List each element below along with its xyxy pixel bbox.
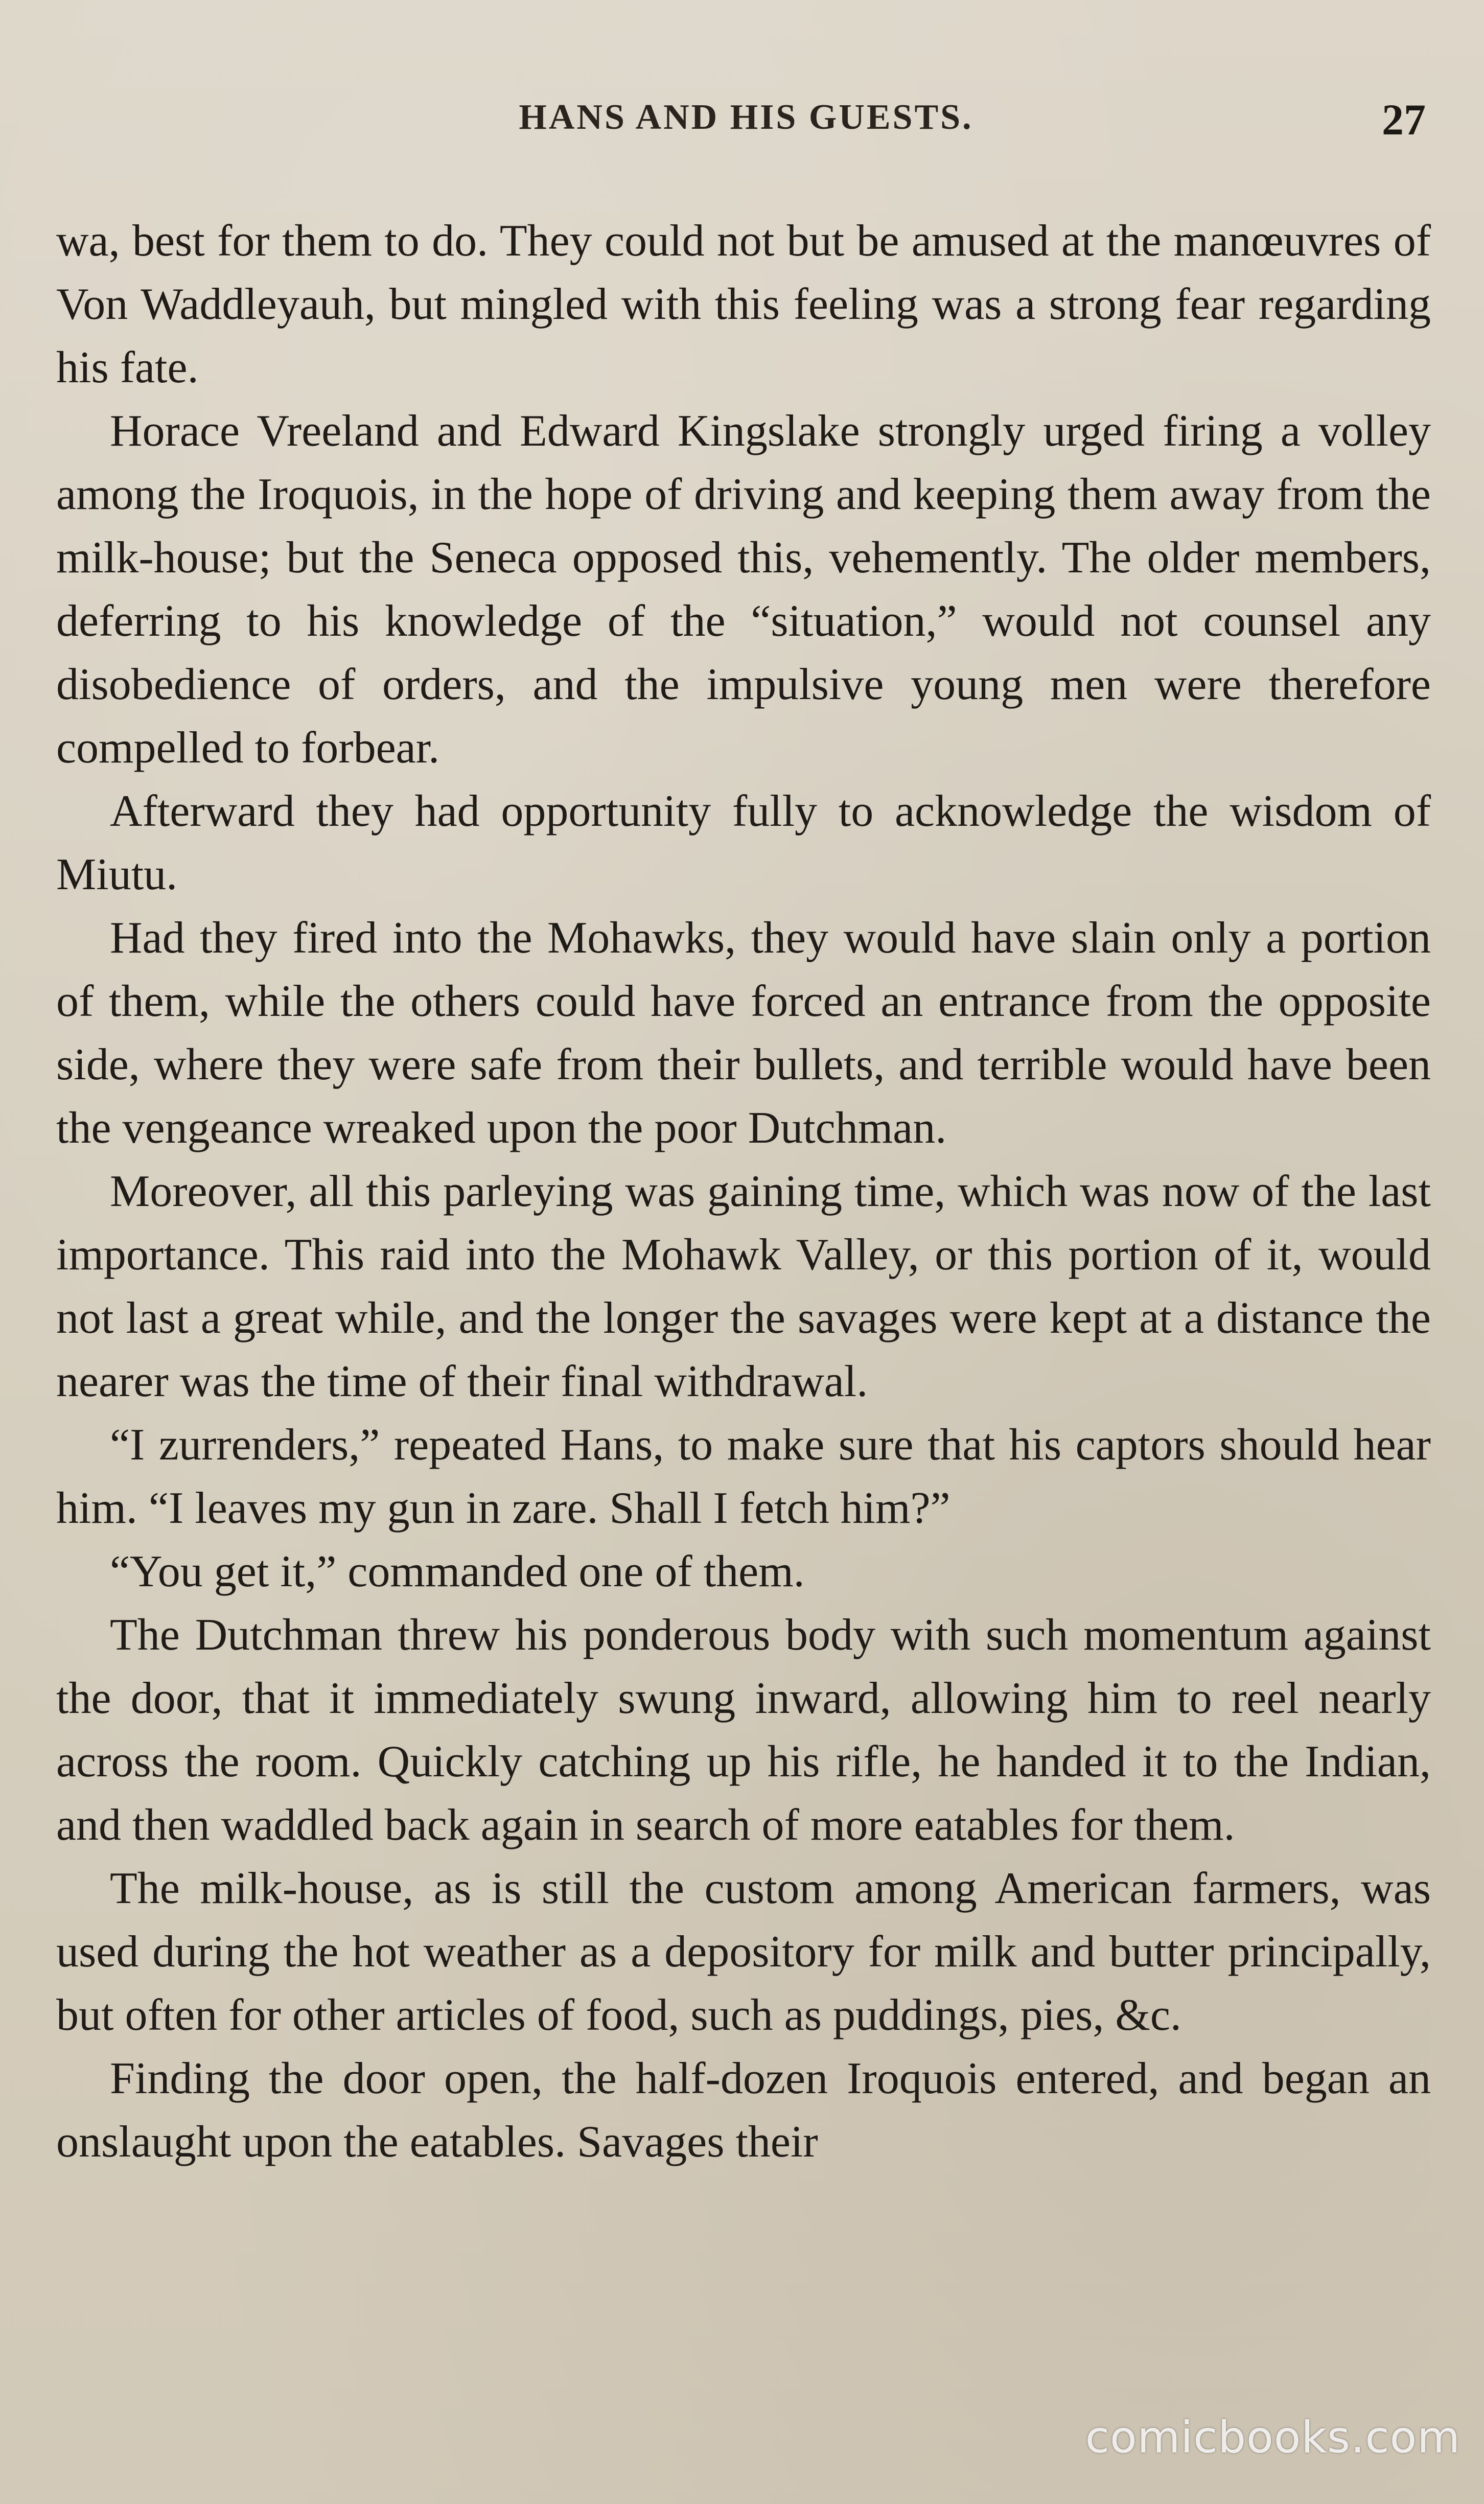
paragraph-9: The milk-house, as is still the custom among American farmers, was used during the hot weather as a depository for milk and butter principally, but often for other articles of food, such as puddings, pies, &c. — [56, 1864, 1431, 2040]
page-header — [56, 97, 1436, 158]
paragraph-8: The Dutchman threw his ponderous body with such momentum against the door, that it immediately swung inward, allowing him to reel nearly across the room. Quickly catching up his rifle, he handed it to the Indian, and then waddled back again in search of more eatables for them. — [56, 1610, 1431, 1850]
paragraph-1: wa, best for them to do. They could not but be amused at the manœuvres of Von Waddleyauh, but mingled with this feeling was a strong fear regarding his fate. — [56, 216, 1431, 392]
watermark: comicbooks.com — [1085, 2412, 1460, 2463]
paragraph-6: “I zurrenders,” repeated Hans, to make sure that his captors should hear him. “I leaves my gun in zare. Shall I fetch him?” — [56, 1420, 1431, 1533]
paragraph-5: Moreover, all this parleying was gaining time, which was now of the last importance. This raid into the Mohawk Valley, or this portion of it, would not last a great while, and the longer the savages were kept at a distance the nearer was the time of their final withdrawal. — [56, 1167, 1431, 1406]
paragraph-4: Had they fired into the Mohawks, they would have slain only a portion of them, while the others could have forced an entrance from the opposite side, where they were safe from their bullets, and terrible would have been the vengeance wreaked upon the poor Dutchman. — [56, 913, 1431, 1153]
paragraph-2: Horace Vreeland and Edward Kingslake strongly urged firing a volley among the Iroquois, in the hope of driving and keeping them away from the milk-house; but the Seneca opposed this, vehemently. The older members, deferring to his knowledge of the “situation,” would not counsel any disobedience of orders, and the impulsive young men were therefore compelled to forbear. — [56, 406, 1431, 773]
paragraph-3: Afterward they had opportunity fully to acknowledge the wisdom of Miutu. — [56, 786, 1431, 899]
paragraph-7: “You get it,” commanded one of them. — [110, 1547, 805, 1596]
paragraph-10: Finding the door open, the half-dozen Iroquois entered, and began an onslaught upon the eatables. Savages their — [56, 2054, 1431, 2167]
running-head: HANS AND HIS GUESTS. — [519, 98, 973, 137]
body-text — [56, 210, 1431, 2448]
page-number: 27 — [1382, 95, 1426, 144]
